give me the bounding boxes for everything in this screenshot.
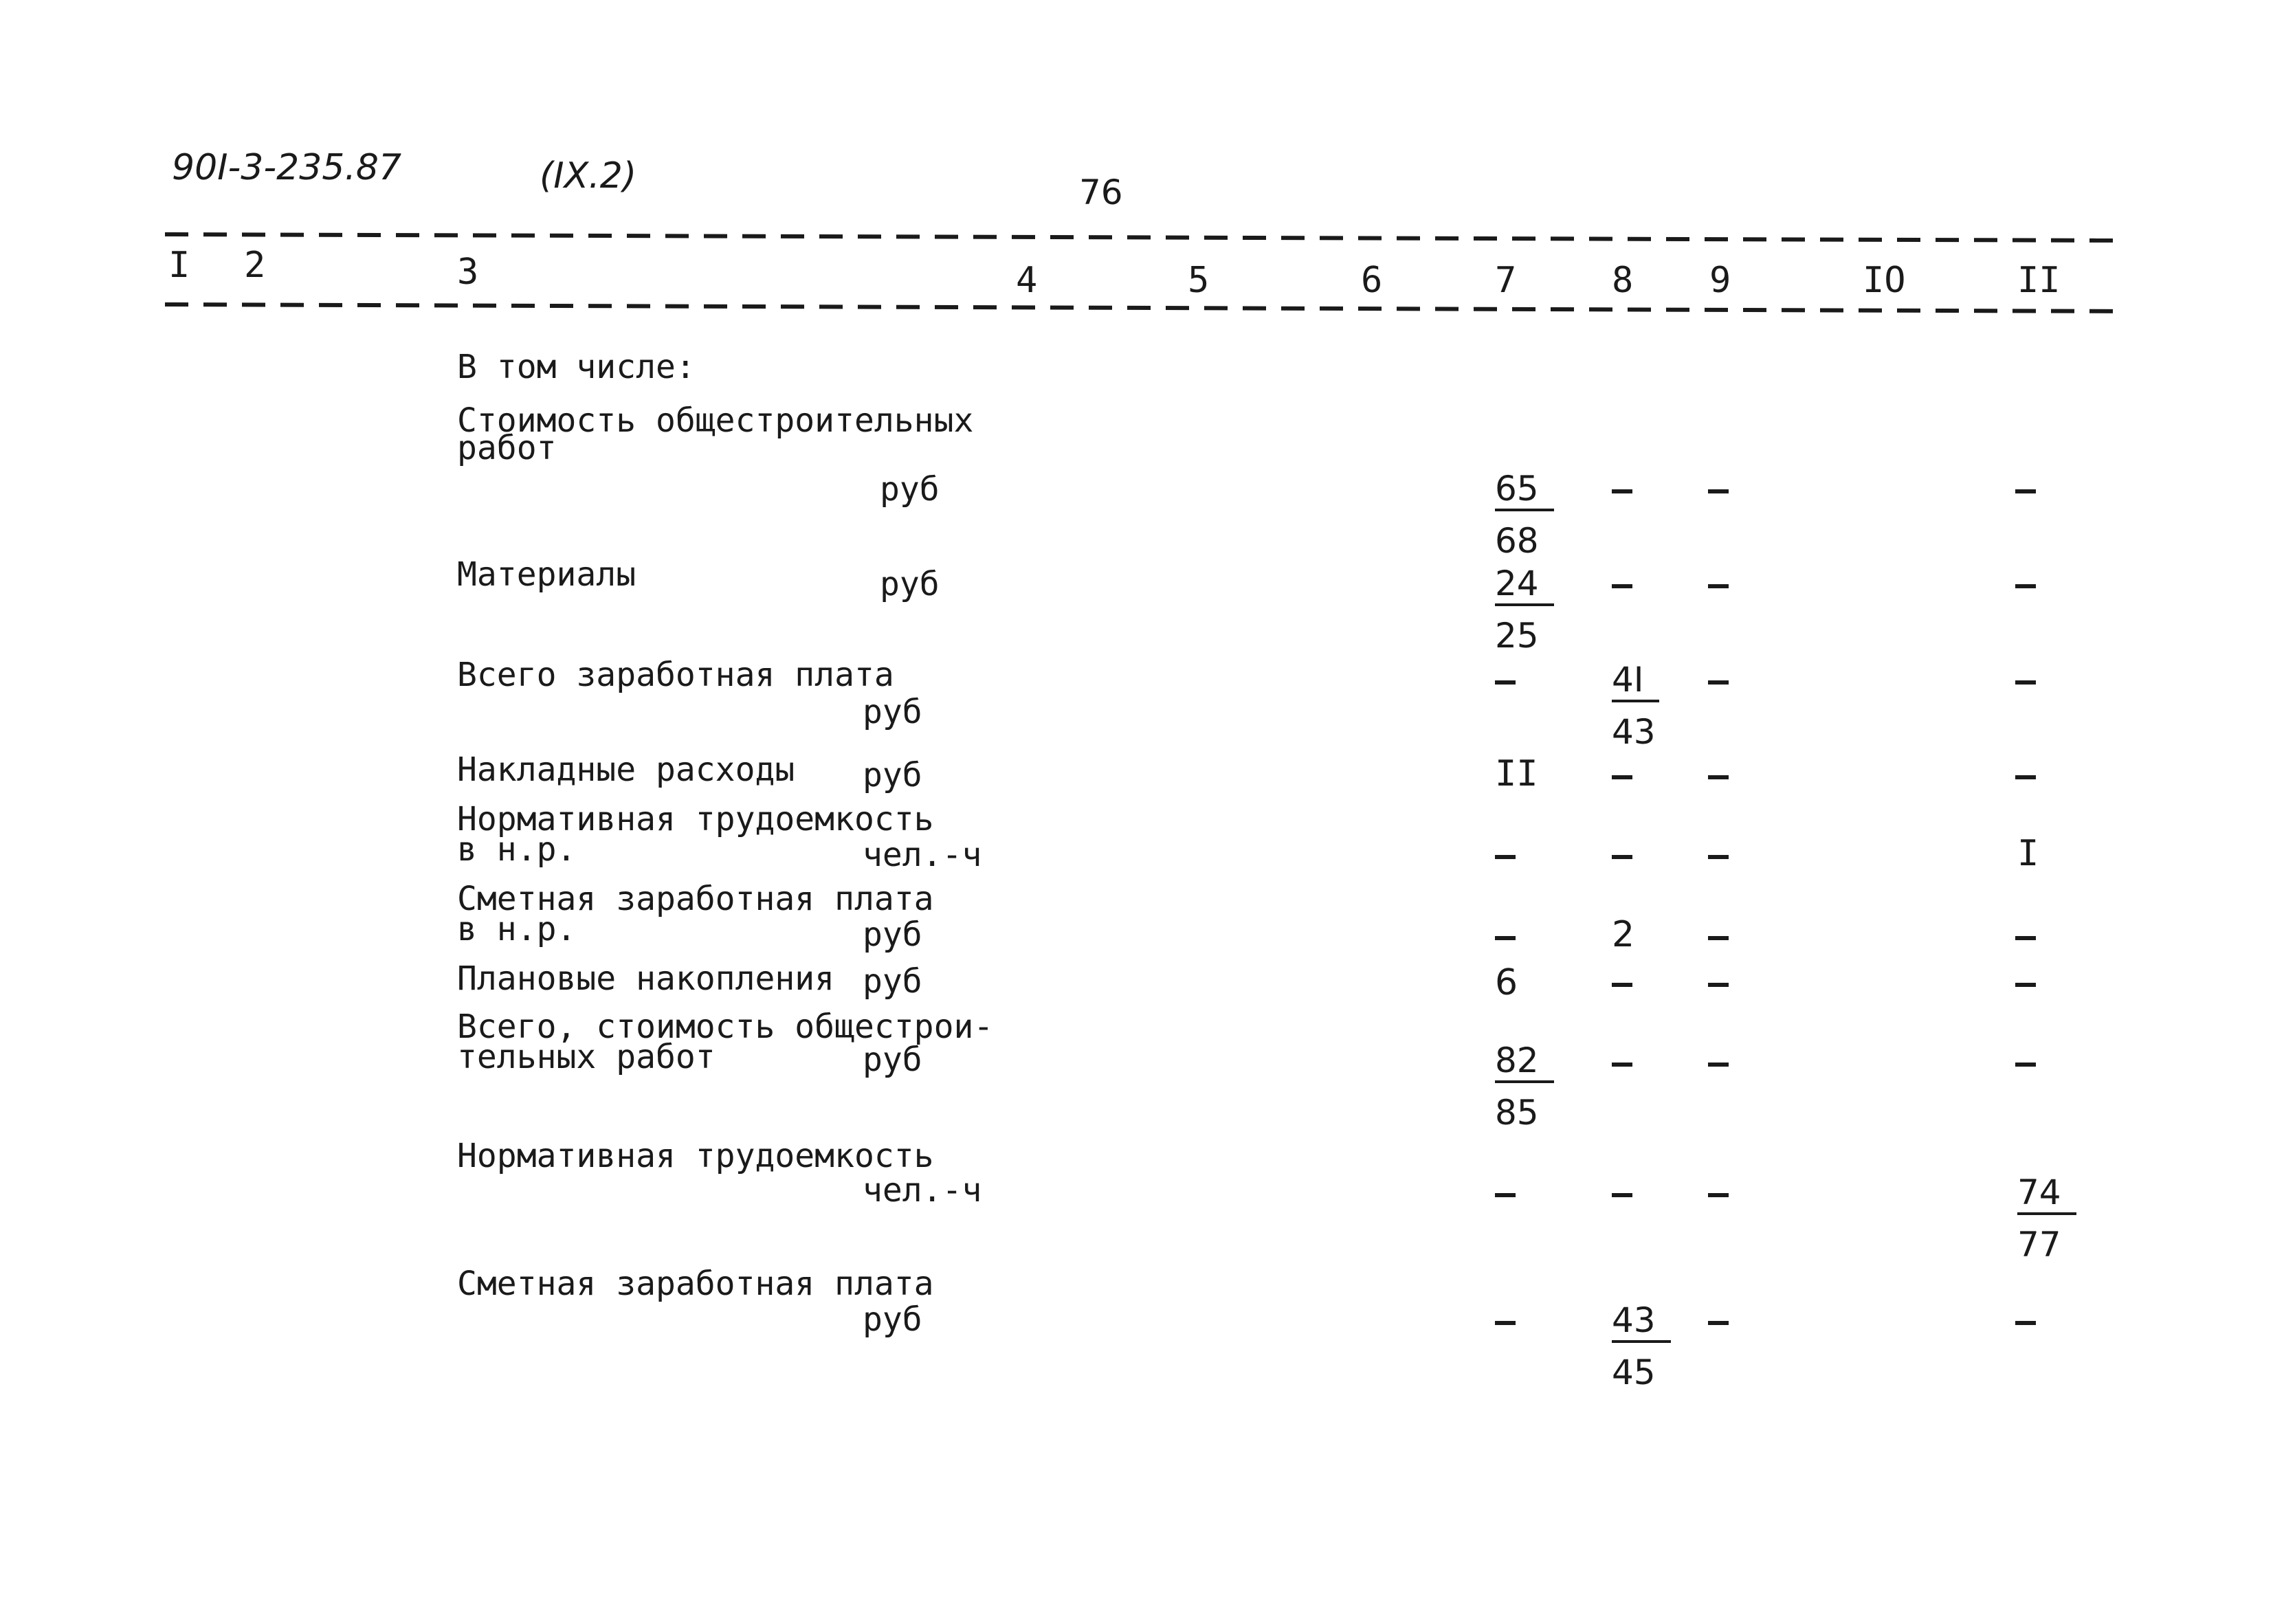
row10-col8-fraction <box>1612 1300 1671 1392</box>
row8-unit: руб <box>863 1041 922 1079</box>
row4-col11-dash <box>2015 775 2036 779</box>
row6-col11-dash <box>2015 936 2036 940</box>
row5-col11-value: I <box>2017 833 2039 874</box>
row2-col11-dash <box>2015 584 2036 588</box>
row10-col8-numerator: 43 <box>1612 1303 1671 1343</box>
header-bottom-rule <box>165 302 2117 313</box>
row7-col9-dash <box>1708 983 1729 987</box>
row5-col8-dash <box>1612 855 1632 859</box>
row6-col8-value: 2 <box>1612 914 1635 955</box>
column-number-9: 9 <box>1709 260 1731 301</box>
row7-col8-dash <box>1612 983 1632 987</box>
row9-unit: чел.-ч <box>863 1171 982 1210</box>
row6-unit: руб <box>863 915 922 954</box>
row3-col8-fraction <box>1612 660 1659 752</box>
row6-col9-dash <box>1708 936 1729 940</box>
row9-label: Нормативная трудоемкость <box>457 1137 934 1175</box>
row7-label: Плановые накопления <box>457 959 835 998</box>
column-number-1: I <box>168 245 190 286</box>
row6-col7-dash <box>1495 936 1516 940</box>
row5-label-line1: Нормативная трудоемкость <box>457 800 934 838</box>
row9-col8-dash <box>1612 1193 1632 1197</box>
column-number-4: 4 <box>1016 260 1038 301</box>
row8-label-line2: тельных работ <box>457 1038 716 1076</box>
row8-col11-dash <box>2015 1063 2036 1067</box>
row3-col9-dash <box>1708 680 1729 685</box>
row3-unit: руб <box>863 693 922 731</box>
row10-label: Сметная заработная плата <box>457 1265 934 1303</box>
row3-col7-dash <box>1495 680 1516 685</box>
column-number-2: 2 <box>244 245 266 286</box>
row5-unit: чел.-ч <box>863 836 982 874</box>
row8-col7-numerator: 82 <box>1495 1043 1554 1083</box>
row5-label-line2: в н.р. <box>457 830 577 869</box>
intro-label: В том числе: <box>457 348 696 386</box>
row9-col11-numerator: 74 <box>2017 1175 2076 1215</box>
column-number-8: 8 <box>1612 260 1634 301</box>
row1-label-line2: работ <box>457 429 557 467</box>
row10-col9-dash <box>1708 1321 1729 1325</box>
row5-col7-dash <box>1495 855 1516 859</box>
row1-label-line1: Стоимость общестроительных <box>457 401 974 440</box>
row4-unit: руб <box>863 756 922 794</box>
row6-label-line1: Сметная заработная плата <box>457 880 934 918</box>
row2-col7-fraction <box>1495 564 1554 656</box>
row10-unit: руб <box>863 1300 922 1339</box>
row2-label: Материалы <box>457 555 636 594</box>
row2-unit: руб <box>880 565 940 603</box>
row2-col7-numerator: 24 <box>1495 566 1554 606</box>
row4-col7-value: II <box>1495 753 1538 794</box>
row3-label: Всего заработная плата <box>457 656 894 694</box>
column-number-7: 7 <box>1495 260 1517 301</box>
row2-col7-denominator: 25 <box>1495 616 1539 656</box>
header-top-rule <box>165 232 2117 243</box>
row8-col7-denominator: 85 <box>1495 1093 1539 1133</box>
row8-label-line1: Всего, стоимость общестрои- <box>457 1008 994 1046</box>
row1-unit: руб <box>880 470 940 509</box>
row4-col8-dash <box>1612 775 1632 779</box>
column-number-3: 3 <box>457 252 479 293</box>
row1-col7-numerator: 65 <box>1495 471 1554 511</box>
column-number-10: IO <box>1863 260 1906 301</box>
page-number: 76 <box>1079 173 1123 212</box>
row3-col8-denominator: 43 <box>1612 712 1656 752</box>
column-number-6: 6 <box>1361 260 1383 301</box>
row1-col8-dash <box>1612 489 1632 493</box>
row1-col7-fraction <box>1495 469 1554 561</box>
row4-label: Накладные расходы <box>457 750 795 789</box>
row2-col9-dash <box>1708 584 1729 588</box>
row9-col9-dash <box>1708 1193 1729 1197</box>
row1-col11-dash <box>2015 489 2036 493</box>
row9-col7-dash <box>1495 1193 1516 1197</box>
row8-col7-fraction <box>1495 1041 1554 1133</box>
row7-unit: руб <box>863 962 922 1001</box>
row9-col11-denominator: 77 <box>2017 1225 2061 1265</box>
row1-col9-dash <box>1708 489 1729 493</box>
row9-col11-fraction <box>2017 1172 2076 1265</box>
row3-col11-dash <box>2015 680 2036 685</box>
document-code: 90I-3-235.87 <box>172 147 402 188</box>
column-number-5: 5 <box>1188 260 1210 301</box>
column-number-11: II <box>2017 260 2061 301</box>
row8-col8-dash <box>1612 1063 1632 1067</box>
row4-col9-dash <box>1708 775 1729 779</box>
row3-col8-numerator: 4I <box>1612 663 1659 702</box>
row7-col11-dash <box>2015 983 2036 987</box>
row1-col7-denominator: 68 <box>1495 521 1539 561</box>
row2-col8-dash <box>1612 584 1632 588</box>
row10-col11-dash <box>2015 1321 2036 1325</box>
row10-col7-dash <box>1495 1321 1516 1325</box>
section-code: (IX.2) <box>540 155 637 197</box>
row10-col8-denominator: 45 <box>1612 1353 1656 1392</box>
row5-col9-dash <box>1708 855 1729 859</box>
row8-col9-dash <box>1708 1063 1729 1067</box>
row7-col7-value: 6 <box>1495 962 1518 1003</box>
row6-label-line2: в н.р. <box>457 910 577 948</box>
